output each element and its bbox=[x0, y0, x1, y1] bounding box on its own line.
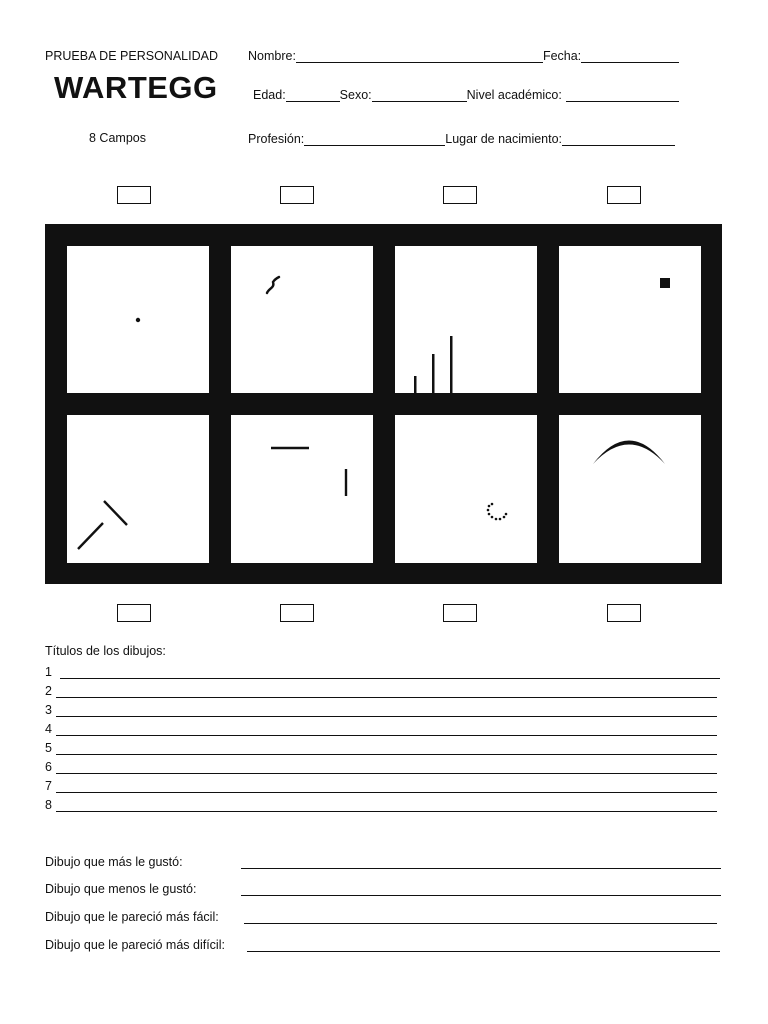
profesion-label: Profesión: bbox=[248, 132, 305, 146]
stimulus-dotted-arc-icon bbox=[395, 415, 537, 563]
easiest-field[interactable] bbox=[244, 909, 717, 924]
question-row-least-liked bbox=[45, 881, 721, 896]
title-number: 7 bbox=[45, 779, 52, 793]
drawing-field-4[interactable] bbox=[559, 246, 701, 393]
sexo-field[interactable] bbox=[372, 87, 467, 102]
title-row-7 bbox=[45, 778, 717, 793]
stimulus-diagonal-lines-icon bbox=[67, 415, 209, 563]
order-box-8[interactable] bbox=[607, 604, 641, 622]
title-field-6[interactable] bbox=[56, 759, 717, 774]
title-field-1[interactable] bbox=[60, 664, 720, 679]
question-row-most-liked bbox=[45, 854, 721, 869]
title-row-8 bbox=[45, 797, 717, 812]
title-row-6 bbox=[45, 759, 717, 774]
order-box-1[interactable] bbox=[117, 186, 151, 204]
question-row-easiest bbox=[45, 909, 717, 924]
stimulus-perpendicular-lines-icon bbox=[231, 415, 373, 563]
lugar-field[interactable] bbox=[562, 131, 675, 146]
stimulus-square-icon bbox=[559, 246, 701, 393]
order-box-2[interactable] bbox=[280, 186, 314, 204]
fields-caption: 8 Campos bbox=[89, 131, 146, 145]
title-number: 8 bbox=[45, 798, 52, 812]
edad-label: Edad: bbox=[253, 88, 286, 102]
drawing-field-6[interactable] bbox=[231, 415, 373, 563]
order-box-6[interactable] bbox=[280, 604, 314, 622]
row-edad-sexo-nivel bbox=[253, 87, 679, 102]
title-number: 1 bbox=[45, 665, 52, 679]
title-row-3 bbox=[45, 702, 717, 717]
question-label: Dibujo que le pareció más fácil: bbox=[45, 910, 219, 924]
stimulus-arc-icon bbox=[559, 415, 701, 563]
edad-field[interactable] bbox=[286, 87, 340, 102]
title-row-1 bbox=[45, 664, 720, 679]
drawing-field-3[interactable] bbox=[395, 246, 537, 393]
title-number: 2 bbox=[45, 684, 52, 698]
order-box-5[interactable] bbox=[117, 604, 151, 622]
question-row-hardest bbox=[45, 937, 720, 952]
order-box-4[interactable] bbox=[607, 186, 641, 204]
title-field-5[interactable] bbox=[56, 740, 717, 755]
lugar-label: Lugar de nacimiento: bbox=[445, 132, 563, 146]
nombre-field[interactable] bbox=[296, 48, 543, 63]
nivel-field[interactable] bbox=[566, 87, 679, 102]
title-field-4[interactable] bbox=[56, 721, 717, 736]
drawing-field-7[interactable] bbox=[395, 415, 537, 563]
least-liked-field[interactable] bbox=[241, 881, 721, 896]
title-field-7[interactable] bbox=[56, 778, 717, 793]
nombre-label: Nombre: bbox=[248, 49, 296, 63]
stimulus-dot-icon bbox=[67, 246, 209, 393]
profesion-field[interactable] bbox=[304, 131, 445, 146]
title-row-2 bbox=[45, 683, 717, 698]
fecha-label: Fecha: bbox=[542, 49, 582, 63]
drawing-field-5[interactable] bbox=[67, 415, 209, 563]
question-label: Dibujo que menos le gustó: bbox=[45, 882, 197, 896]
title-row-4 bbox=[45, 721, 717, 736]
stimulus-bars-icon bbox=[395, 246, 537, 393]
title-field-3[interactable] bbox=[56, 702, 717, 717]
title-row-5 bbox=[45, 740, 717, 755]
drawing-field-8[interactable] bbox=[559, 415, 701, 563]
drawing-grid bbox=[45, 224, 722, 584]
sexo-label: Sexo: bbox=[339, 88, 372, 102]
title-field-2[interactable] bbox=[56, 683, 717, 698]
title-field-8[interactable] bbox=[56, 797, 717, 812]
title-number: 3 bbox=[45, 703, 52, 717]
nivel-label: Nivel académico: bbox=[466, 88, 562, 102]
drawing-titles-heading: Títulos de los dibujos: bbox=[45, 644, 166, 658]
fecha-field[interactable] bbox=[581, 48, 679, 63]
title-number: 4 bbox=[45, 722, 52, 736]
drawing-field-1[interactable] bbox=[67, 246, 209, 393]
question-label: Dibujo que le pareció más difícil: bbox=[45, 938, 225, 952]
question-label: Dibujo que más le gustó: bbox=[45, 855, 183, 869]
title-number: 5 bbox=[45, 741, 52, 755]
title-number: 6 bbox=[45, 760, 52, 774]
order-box-7[interactable] bbox=[443, 604, 477, 622]
test-subtitle: PRUEBA DE PERSONALIDAD bbox=[45, 49, 218, 63]
row-nombre-fecha bbox=[248, 48, 679, 63]
stimulus-wave-icon bbox=[231, 246, 373, 393]
drawing-field-2[interactable] bbox=[231, 246, 373, 393]
most-liked-field[interactable] bbox=[241, 854, 721, 869]
test-title: WARTEGG bbox=[54, 70, 218, 105]
hardest-field[interactable] bbox=[247, 937, 720, 952]
order-box-3[interactable] bbox=[443, 186, 477, 204]
row-profesion-lugar bbox=[248, 131, 675, 146]
